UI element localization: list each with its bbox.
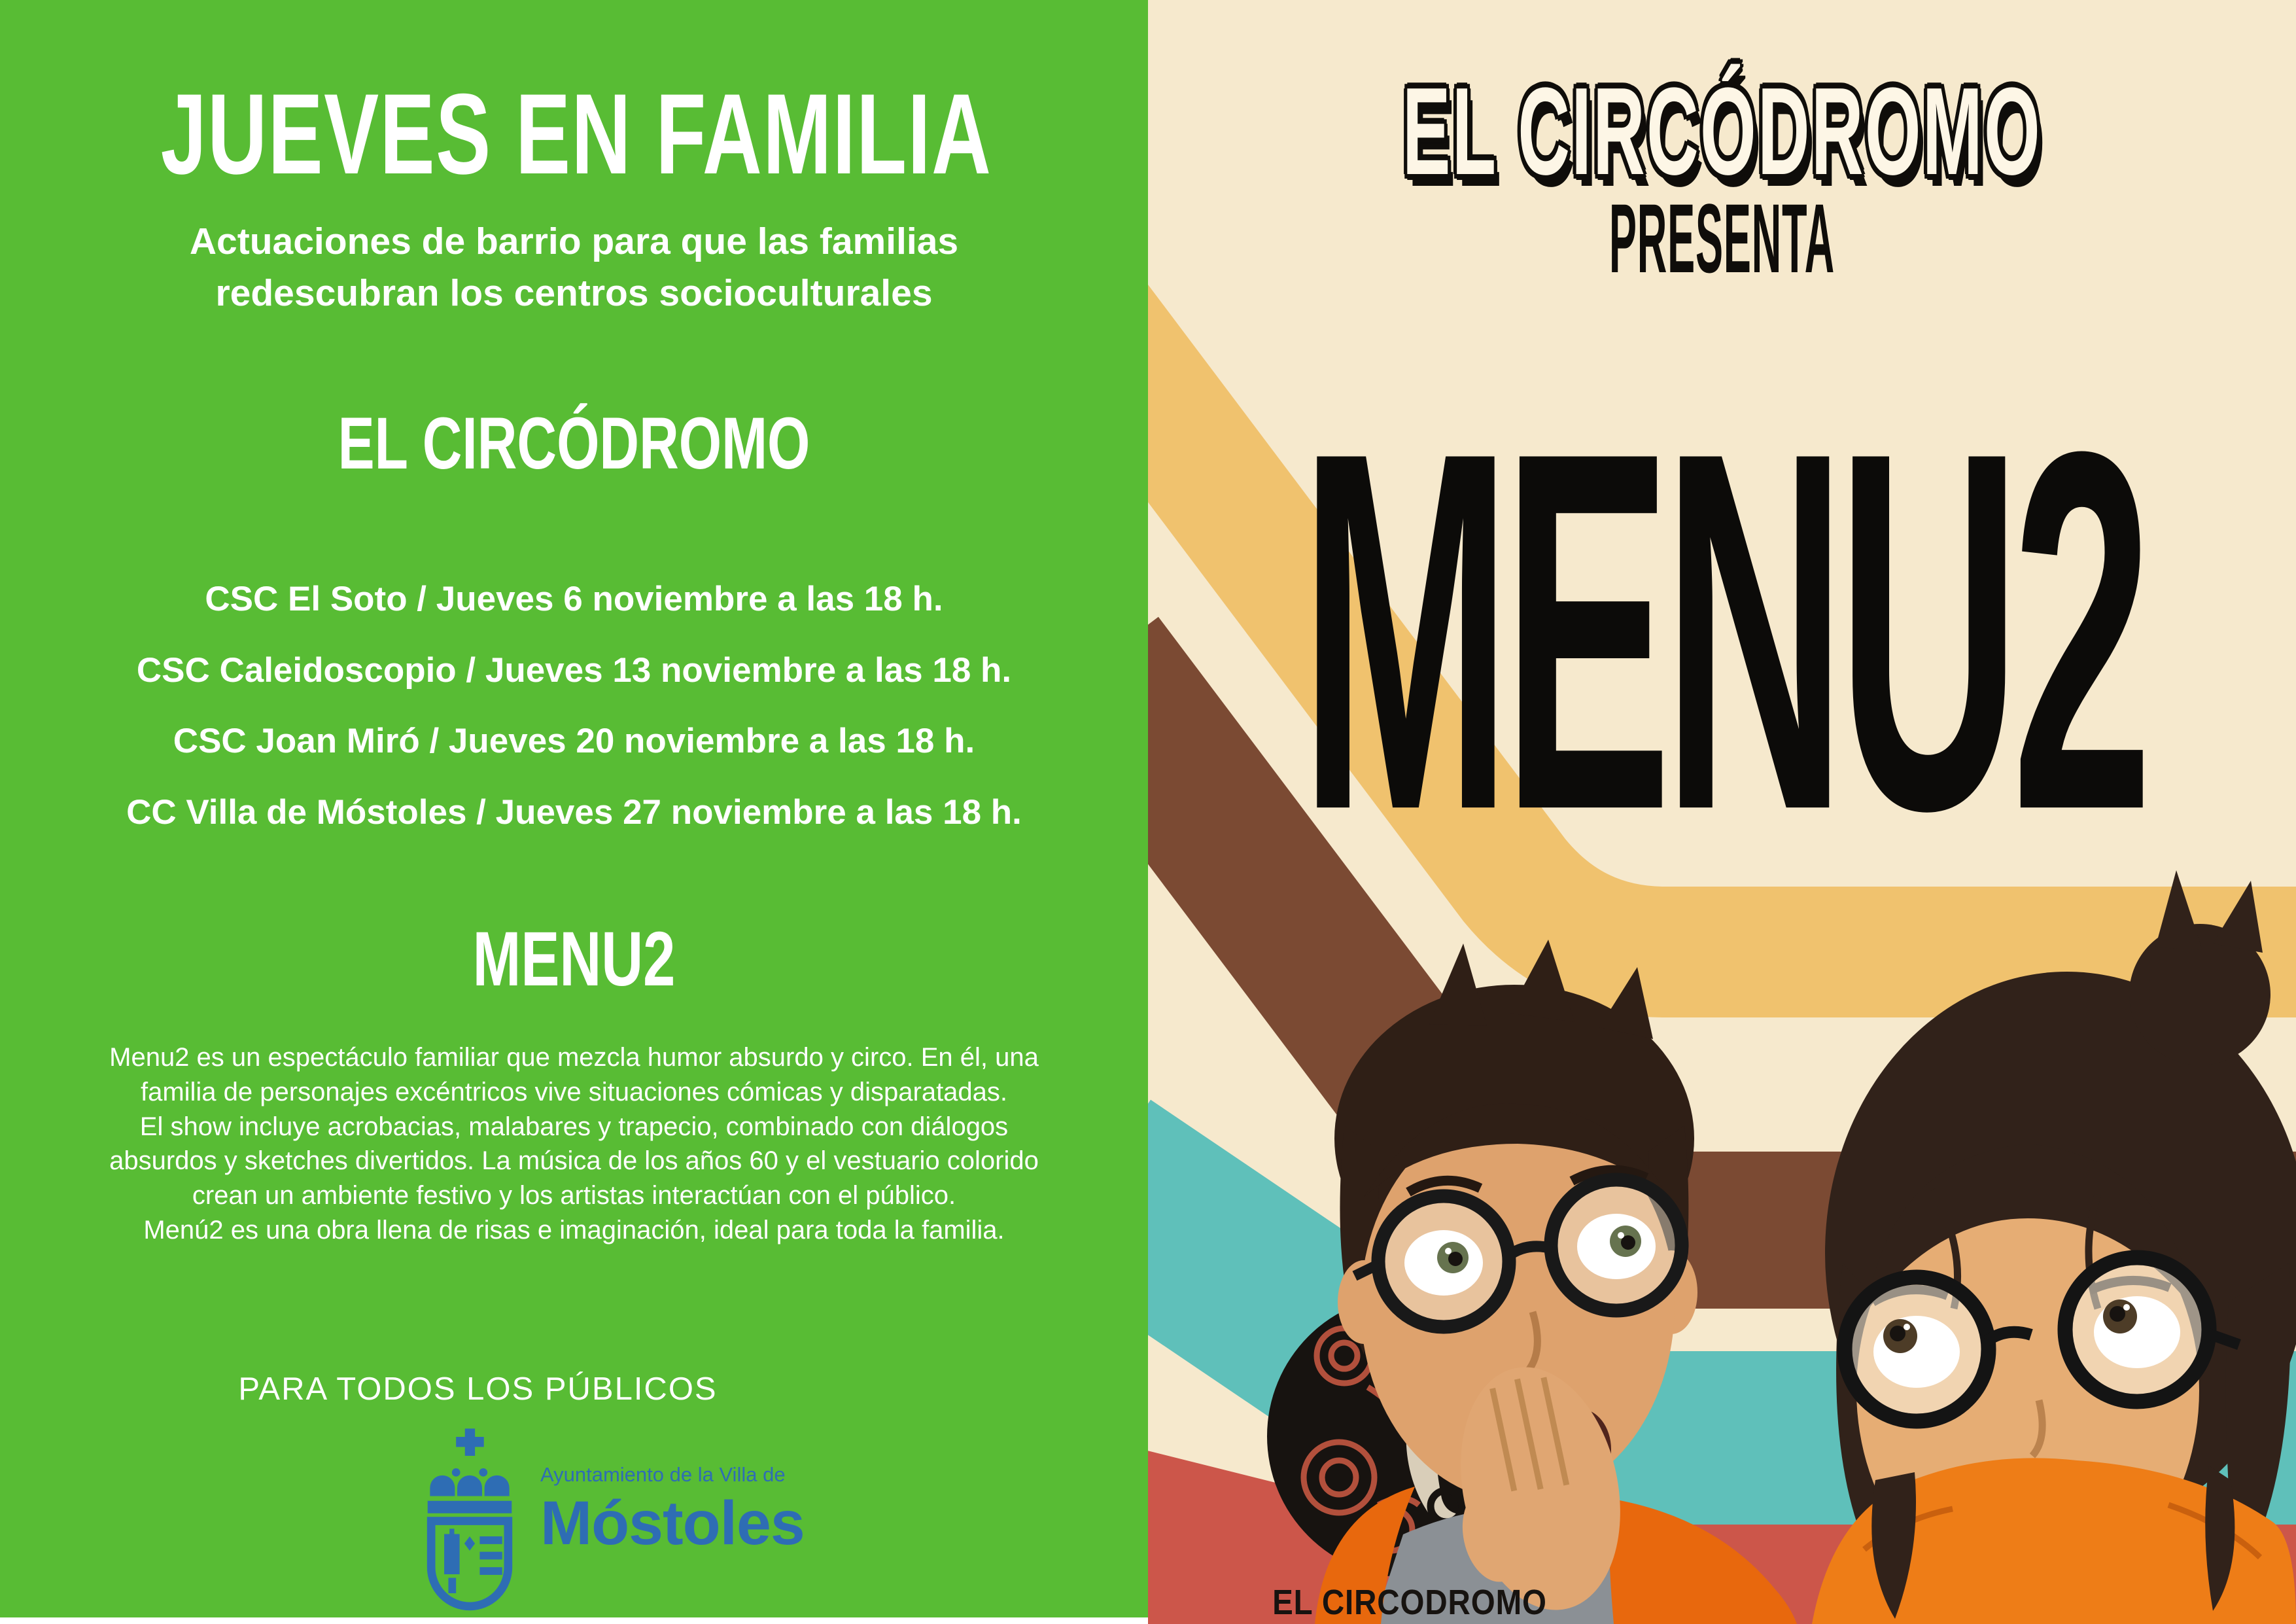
mostoles-city-logo (413, 1419, 884, 1615)
schedule-item: CSC Joan Miró / Jueves 20 noviembre a las 18 h. (173, 722, 975, 761)
description-line: Menú2 es una obra llena de risas e imaginación, ideal para toda la familia. (143, 1215, 1005, 1244)
subtitle-line: Actuaciones de barrio para que las familias (189, 221, 959, 262)
show-title-bubble-text: MENU2 (1300, 345, 2144, 916)
company-name-heading: EL CIRCÓDROMO (338, 402, 810, 484)
mostoles-crest-icon (413, 1419, 526, 1612)
logo-city-line: Móstoles (540, 1489, 805, 1558)
show-title-heading: MENU2 (472, 916, 676, 1002)
bottom-border-strip (0, 1617, 1148, 1624)
show-description (0, 1040, 1148, 1248)
poster-panel (1148, 0, 2296, 1624)
mostoles-logo-text (540, 1463, 805, 1559)
schedule-item: CSC El Soto / Jueves 6 noviembre a las 18 h. (205, 580, 943, 618)
audience-note: PARA TODOS LOS PÚBLICOS (238, 1371, 718, 1407)
stamp-logo-caption: EL CIRCODROMO (1272, 1583, 1547, 1622)
description-line: absurdos y sketches divertidos. La música de los años 60 y el vestuario colorido (109, 1146, 1039, 1176)
presents-label: PRESENTA (1609, 183, 1835, 293)
description-line: El show incluye acrobacias, malabares y trapecio, combinado con diálogos (139, 1112, 1009, 1141)
subtitle (0, 216, 1148, 319)
description-line: Menu2 es un espectáculo familiar que mezcla humor absurdo y circo. En él, una (109, 1043, 1039, 1072)
schedule-item: CSC Caleidoscopio / Jueves 13 noviembre a las 18 h. (136, 650, 1012, 690)
logo-org-line: Ayuntamiento de la Villa de (540, 1463, 786, 1486)
description-line: familia de personajes excéntricos vive situaciones cómicas y disparatadas. (140, 1077, 1008, 1106)
subtitle-line: redescubran los centros socioculturales (215, 272, 933, 314)
schedule-item: CC Villa de Móstoles / Jueves 27 noviembre a las 18 h. (126, 792, 1022, 832)
schedule-list (0, 564, 1148, 849)
page-title: JUEVES EN FAMILIA (160, 71, 992, 198)
description-line: crean un ambiente festivo y los artistas interactúan con el público. (192, 1181, 956, 1210)
company-bubble-logo-text: EL CIRCÓDROMO (1402, 62, 2042, 201)
